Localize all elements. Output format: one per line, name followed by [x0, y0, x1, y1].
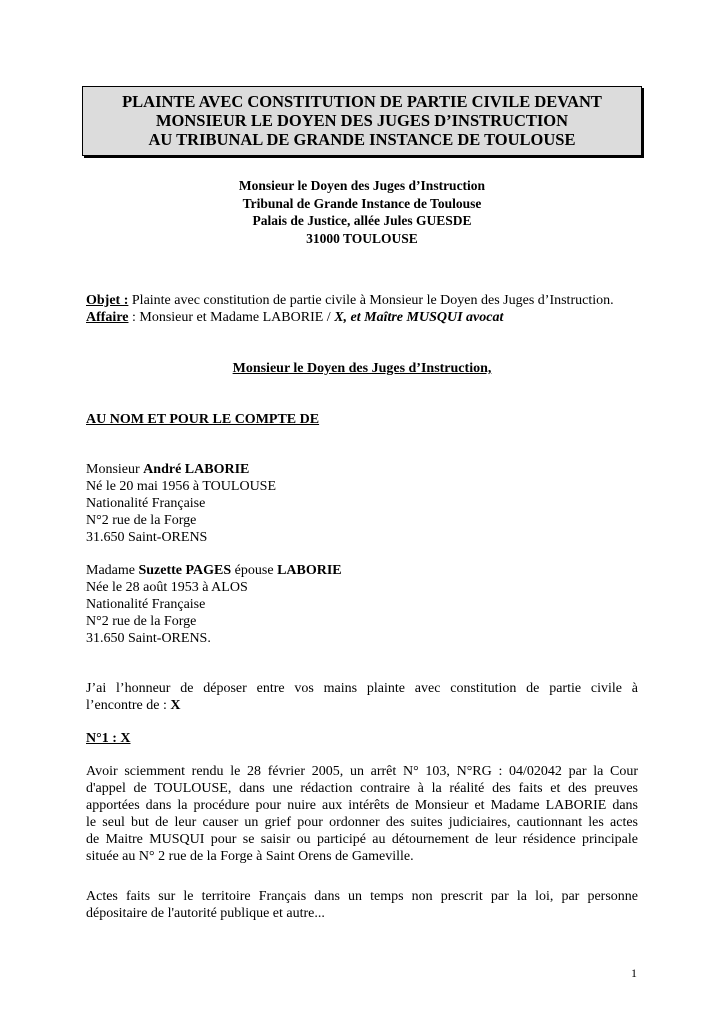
- paragraph-1-line-4: le seul but de leur causer un grief pour ordonner des suites judiciaires, cautionnant les actes: [86, 815, 638, 830]
- title-line-1: PLAINTE AVEC CONSTITUTION DE PARTIE CIVILE DEVANT: [122, 92, 602, 111]
- person2-surname: LABORIE: [277, 563, 342, 578]
- recipient-line-3: Palais de Justice, allée Jules GUESDE: [252, 213, 472, 228]
- person1-prefix: Monsieur: [86, 462, 144, 477]
- person2-line-4: 31.650 Saint-ORENS.: [86, 631, 211, 646]
- paragraph-1: [86, 763, 638, 865]
- plainte-paragraph: [86, 680, 638, 714]
- objet-line: [86, 292, 614, 309]
- recipient-address: [0, 177, 724, 247]
- person2-middle: épouse: [231, 563, 278, 578]
- person2-line-2: Nationalité Française: [86, 597, 206, 612]
- au-nom-heading: AU NOM ET POUR LE COMPTE DE: [86, 412, 320, 427]
- objet-text: Plainte avec constitution de partie civile à Monsieur le Doyen des Juges d’Instruction.: [128, 293, 614, 308]
- plainte-line-1: J’ai l’honneur de déposer entre vos mains plainte avec constitution de partie civile à: [86, 681, 638, 696]
- plainte-target: X: [170, 698, 181, 713]
- person2-name: Suzette PAGES: [138, 563, 232, 578]
- person1-line-4: 31.650 Saint-ORENS: [86, 530, 208, 545]
- person2-line-3: N°2 rue de la Forge: [86, 614, 197, 629]
- person1-block: [86, 461, 276, 546]
- paragraph-2-line-1: Actes faits sur le territoire Français dans un temps non prescrit par la loi, par personne: [86, 889, 638, 904]
- paragraph-1-line-2: d'appel de TOULOUSE, dans une rédaction contraire à la réalité des faits et des preuves: [86, 781, 638, 796]
- recipient-line-1: Monsieur le Doyen des Juges d’Instruction: [238, 178, 486, 193]
- paragraph-1-line-1: Avoir sciemment rendu le 28 février 2005, un arrêt N° 103, N°RG : 04/02042 par la Cour: [86, 764, 638, 779]
- title-line-3: AU TRIBUNAL DE GRANDE INSTANCE DE TOULOUSE: [148, 130, 576, 149]
- person1-line-2: Nationalité Française: [86, 496, 206, 511]
- person1-line-1: Né le 20 mai 1956 à TOULOUSE: [86, 479, 277, 494]
- recipient-line-2: Tribunal de Grande Instance de Toulouse: [242, 195, 482, 211]
- affaire-emphasis: X, et Maître MUSQUI avocat: [334, 310, 504, 325]
- person1-line-3: N°2 rue de la Forge: [86, 513, 197, 528]
- section-heading: N°1 : X: [86, 731, 131, 746]
- person2-prefix: Madame: [86, 563, 139, 578]
- affaire-label: Affaire: [86, 310, 129, 325]
- affaire-text: : Monsieur et Madame LABORIE /: [128, 310, 335, 325]
- paragraph-1-line-3: apportées dans la procédure pour nuire aux intérêts de Monsieur et Madame LABORIE dans: [86, 798, 638, 813]
- page-number: 1: [631, 966, 637, 980]
- person1-name: André LABORIE: [143, 462, 250, 477]
- paragraph-1-line-5: de Maitre MUSQUI pour se saisir ou participé au détournement de leur résidence principale: [86, 832, 638, 847]
- plainte-line-2: [86, 697, 638, 714]
- paragraph-1-line-6: située au N° 2 rue de la Forge à Saint Orens de Gameville.: [86, 849, 414, 864]
- person1-name-line: [86, 461, 276, 478]
- recipient-line-4: 31000 TOULOUSE: [306, 230, 418, 246]
- paragraph-2-line-2: dépositaire de l'autorité publique et autre...: [86, 906, 325, 921]
- document-title-box: [82, 86, 642, 156]
- title-line-2: MONSIEUR LE DOYEN DES JUGES D’INSTRUCTION: [155, 111, 569, 130]
- person2-name-line: [86, 562, 342, 579]
- person2-block: [86, 562, 342, 647]
- affaire-line: [86, 309, 503, 326]
- plainte-line-2-text: l’encontre de :: [86, 698, 171, 713]
- person2-line-1: Née le 28 août 1953 à ALOS: [86, 580, 248, 595]
- paragraph-2: [86, 888, 638, 922]
- salutation: Monsieur le Doyen des Juges d’Instruction,: [232, 361, 492, 376]
- objet-label: Objet :: [86, 293, 129, 308]
